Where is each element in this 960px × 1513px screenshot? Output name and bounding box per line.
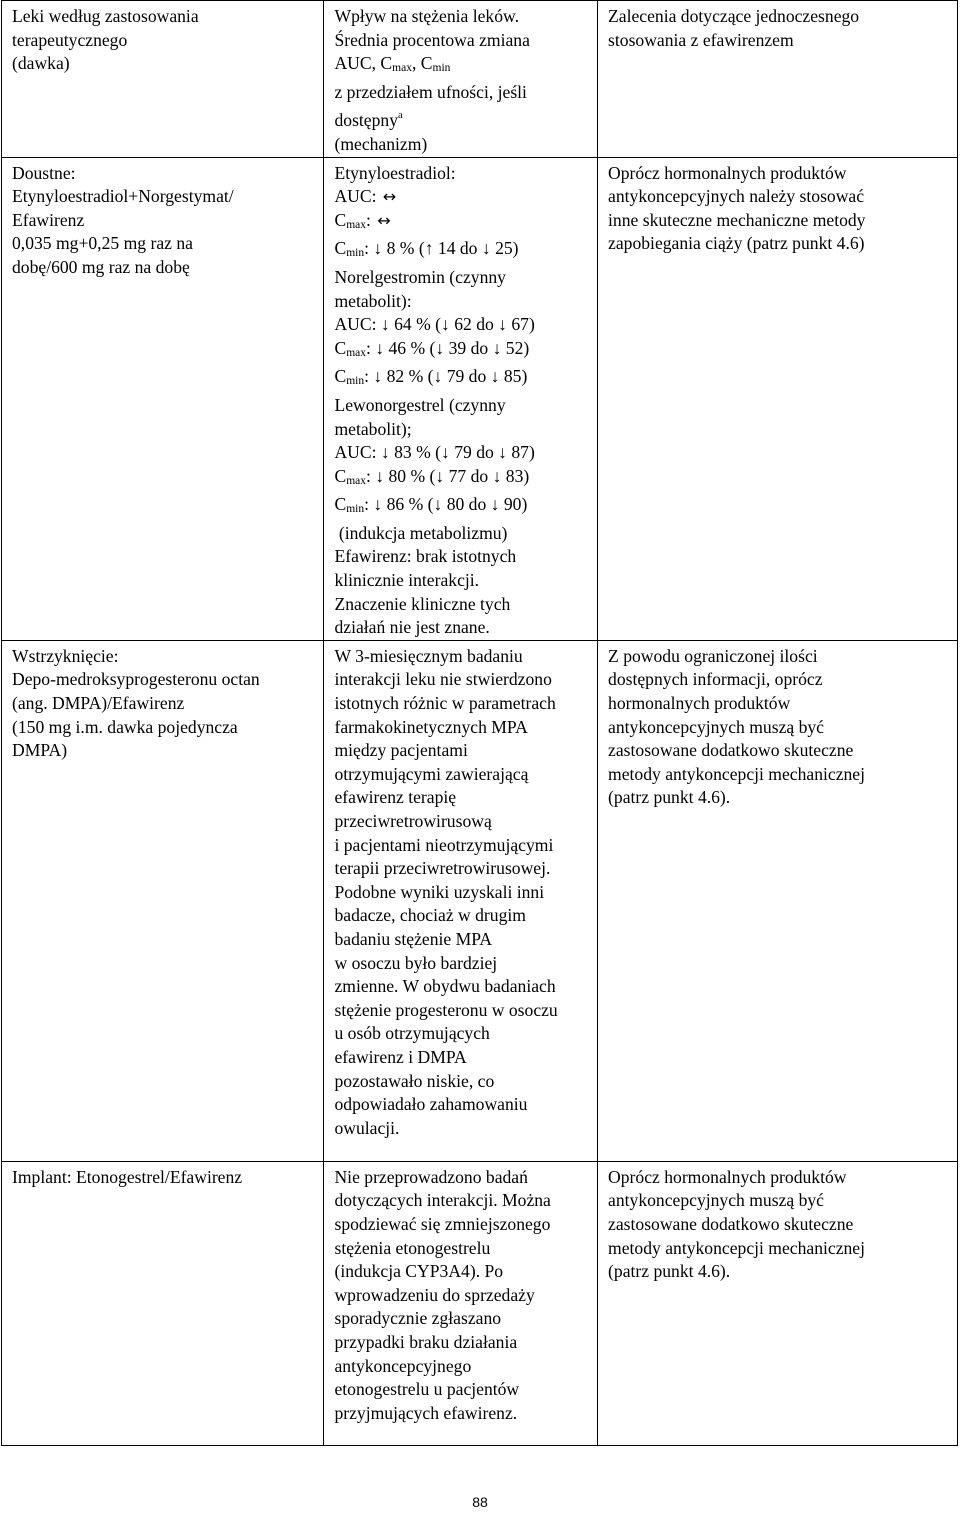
cell-line: antykoncepcyjnego (334, 1355, 472, 1376)
cell-line: etonogestrelu u pacjentów (334, 1379, 520, 1400)
cell-line: stężenia etonogestrelu (334, 1237, 491, 1258)
cell-line: badaniu stężenie MPA (334, 928, 493, 949)
cell-line: (patrz punkt 4.6). (608, 787, 731, 808)
cell-text: C (334, 209, 347, 230)
cell-line: metabolit); (334, 418, 412, 439)
cell-line: Oprócz hormonalnych produktów (608, 1166, 847, 1187)
cell-line: przypadki braku działania (334, 1332, 518, 1352)
cell-line: zastosowane dodatkowo skuteczne (608, 740, 854, 761)
cell-line: DMPA) (12, 740, 68, 761)
cell-line: w osoczu było bardziej (334, 952, 498, 973)
cell-line: odpowiadało zahamowaniu (334, 1094, 528, 1115)
header-recommendation-column (598, 1, 958, 158)
cell-line: Podobne wyniki uzyskali inni (334, 881, 545, 902)
cell-text: C (334, 238, 347, 259)
cell-line: i pacjentami nieotrzymującymi (334, 834, 554, 855)
header-text: Zalecenia dotyczące jednoczesnego (608, 6, 860, 26)
cell-line (334, 237, 588, 266)
effect-cell (324, 640, 598, 1161)
header-drug-column (2, 1, 324, 158)
cell-line: Wstrzyknięcie: (12, 645, 119, 666)
cell-line: stężenie progesteronu w osoczu (334, 999, 558, 1020)
cell-line: 0,035 mg+0,25 mg raz na (12, 233, 193, 254)
cell-line: Z powodu ograniczonej ilości (608, 645, 818, 666)
cell-line: (indukcja metabolizmu) (334, 522, 508, 543)
cell-line: terapii przeciwretrowirusowej. (334, 858, 551, 879)
cell-line: Cmax: ↔ (334, 209, 391, 231)
cell-line: Znaczenie kliniczne tych (334, 593, 511, 614)
cell-subscript: min (346, 375, 365, 388)
cell-line: efawirenz i DMPA (334, 1046, 467, 1067)
cell-line: owulacji. (334, 1117, 400, 1138)
cell-line (334, 337, 588, 366)
cell-line: Nie przeprowadzono badań (334, 1166, 528, 1187)
cell-line: AUC: ↓ 64 % (↓ 62 do ↓ 67) (334, 314, 535, 335)
recommendation-cell (598, 1161, 958, 1445)
cell-line: dotyczących interakcji. Można (334, 1190, 551, 1211)
page-number: 88 (472, 1494, 488, 1510)
cell-line: Depo-medroksyprogesteronu octan (12, 669, 260, 690)
cell-subscript: max (346, 346, 367, 359)
table-row (2, 640, 958, 1161)
header-text: terapeutycznego (12, 29, 128, 50)
header-text: Średnia procentowa zmiana (334, 29, 530, 50)
cell-line: u osób otrzymujących (334, 1023, 490, 1044)
cell-line: Etynyloestradiol: (334, 162, 456, 183)
cell-line: Norelgestromin (czynny (334, 266, 506, 287)
table-row (2, 157, 958, 640)
cell-line: Lewonorgestrel (czynny (334, 394, 506, 415)
cell-subscript: max (346, 218, 367, 231)
recommendation-cell (598, 157, 958, 640)
header-text: (dawka) (12, 53, 70, 74)
cell-line: Efawirenz (12, 209, 85, 230)
cell-line: metabolit): (334, 290, 412, 311)
cell-line: pozostawało niskie, co (334, 1070, 495, 1091)
header-effect-column (324, 1, 598, 158)
interaction-table (1, 0, 958, 1446)
cell-line: sporadycznie zgłaszano (334, 1308, 502, 1329)
cell-line (334, 365, 588, 394)
cell-line: hormonalnych produktów (608, 693, 791, 714)
cell-line: spodziewać się zmniejszonego (334, 1214, 551, 1235)
cell-line (334, 493, 588, 522)
header-text: AUC, C (334, 53, 393, 74)
cell-line: interakcji leku nie stwierdzono (334, 669, 552, 690)
cell-subscript: max (346, 474, 367, 487)
cell-line: dostępnych informacji, oprócz (608, 669, 823, 690)
cell-line: antykoncepcyjnych należy stosować (608, 186, 865, 207)
cell-line: istotnych różnic w parametrach (334, 693, 556, 714)
cell-line: efawirenz terapię (334, 787, 457, 808)
cell-line: badacze, chociaż w drugim (334, 905, 526, 926)
table-header-row (2, 1, 958, 158)
cell-line: antykoncepcyjnych muszą być (608, 1190, 824, 1211)
cell-line: (indukcja CYP3A4). Po (334, 1261, 504, 1282)
cell-line: wprowadzeniu do sprzedaży (334, 1284, 535, 1305)
cell-text: C (334, 366, 347, 387)
header-text: Wpływ na stężenia leków. (334, 6, 519, 26)
cell-text: : ↓ 82 % (↓ 79 do ↓ 85) (364, 366, 528, 387)
cell-text: AUC: (334, 186, 377, 207)
effect-cell (324, 1161, 598, 1445)
cell-line: dobę/600 mg raz na dobę (12, 256, 190, 277)
header-text: dostępny (334, 110, 398, 131)
recommendation-cell (598, 640, 958, 1161)
header-text (334, 104, 588, 133)
drug-cell (2, 1161, 324, 1445)
no-change-arrow-icon: ↔ (382, 187, 397, 207)
cell-line: przeciwretrowirusową (334, 811, 492, 831)
cell-text: C (334, 465, 347, 486)
cell-line: farmakokinetycznych MPA (334, 716, 528, 737)
cell-text: C (334, 494, 347, 515)
cell-text: : ↓ 80 % (↓ 77 do ↓ 83) (366, 465, 530, 486)
cell-line: działań nie jest znane. (334, 617, 490, 638)
cell-line: AUC: ↓ 83 % (↓ 79 do ↓ 87) (334, 442, 535, 463)
cell-line: inne skuteczne mechaniczne metody (608, 209, 866, 230)
table-row (2, 1161, 958, 1445)
cell-line (334, 465, 588, 494)
cell-line: przyjmujących efawirenz. (334, 1402, 518, 1423)
header-text: (mechanizm) (334, 133, 428, 154)
cell-line: Implant: Etonogestrel/Efawirenz (12, 1166, 243, 1187)
cell-subscript: min (346, 247, 365, 260)
cell-line: otrzymującymi zawierającą (334, 763, 529, 784)
cell-line: Etynyloestradiol+Norgestymat/ (12, 186, 234, 207)
cell-line: W 3-miesięcznym badaniu (334, 645, 523, 666)
cell-line: zmienne. W obydwu badaniach (334, 976, 556, 997)
cell-line: Doustne: (12, 162, 76, 183)
cell-line: (150 mg i.m. dawka pojedyncza (12, 716, 238, 737)
header-text: z przedziałem ufności, jeśli (334, 81, 527, 102)
cell-line: metody antykoncepcji mechanicznej (608, 763, 866, 784)
header-text: Leki według zastosowania (12, 6, 199, 26)
cell-text: : ↓ 46 % (↓ 39 do ↓ 52) (366, 337, 530, 358)
cell-line: między pacjentami (334, 740, 468, 761)
cell-line: metody antykoncepcji mechanicznej (608, 1237, 866, 1258)
header-text: stosowania z efawirenzem (608, 29, 794, 50)
cell-line: (patrz punkt 4.6). (608, 1261, 731, 1282)
cell-line: zastosowane dodatkowo skuteczne (608, 1214, 854, 1235)
drug-cell (2, 157, 324, 640)
cell-line: klinicznie interakcji. (334, 570, 480, 591)
cell-line: antykoncepcyjnych muszą być (608, 716, 824, 737)
cell-text: : ↓ 8 % (↑ 14 do ↓ 25) (364, 238, 519, 259)
header-superscript: a (398, 110, 403, 122)
header-text (334, 52, 588, 81)
cell-line: Oprócz hormonalnych produktów (608, 162, 847, 183)
drug-cell (2, 640, 324, 1161)
header-text: , C (411, 53, 433, 74)
no-change-arrow-icon: ↔ (377, 210, 391, 230)
cell-line: Efawirenz: brak istotnych (334, 546, 517, 567)
effect-cell (324, 157, 598, 640)
cell-subscript: min (346, 503, 365, 516)
cell-line: zapobiegania ciąży (patrz punkt 4.6) (608, 233, 865, 254)
cell-text: : ↓ 86 % (↓ 80 do ↓ 90) (364, 494, 528, 515)
header-subscript: max (392, 62, 412, 75)
header-subscript: min (432, 62, 451, 75)
cell-text: C (334, 337, 347, 358)
cell-line (334, 185, 588, 209)
cell-line: (ang. DMPA)/Efawirenz (12, 693, 185, 714)
